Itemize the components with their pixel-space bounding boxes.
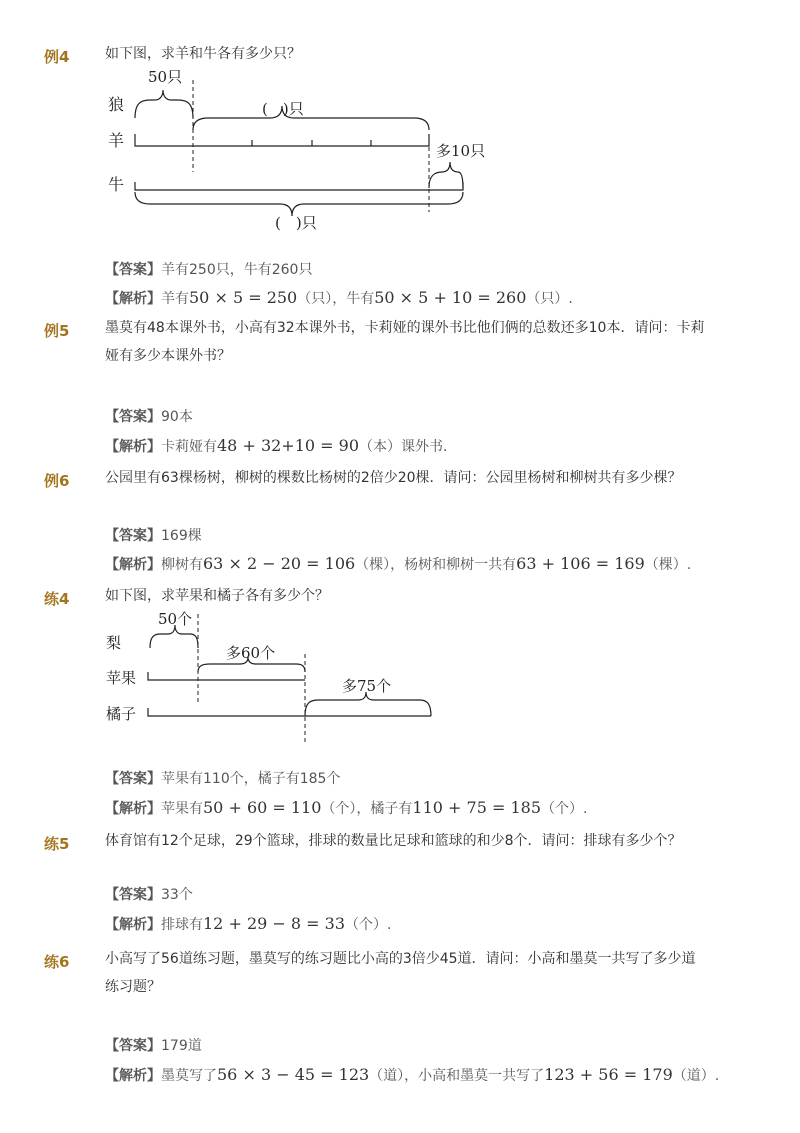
analysis-tag: 【解析】: [105, 801, 161, 817]
math-expression: 50 + 60 = 110: [203, 798, 322, 817]
answer-text: 羊有250只，牛有260只: [161, 262, 313, 278]
math-expression: 56 × 3 − 45 = 123: [217, 1065, 370, 1084]
answer-text: 179道: [161, 1038, 202, 1054]
analysis-tag: 【解析】: [105, 557, 161, 573]
question-text: 如下图，求苹果和橘子各有多少个？: [105, 588, 329, 604]
answer-tag: 【答案】: [105, 887, 161, 903]
row-label-wolf: 狼: [108, 95, 125, 114]
analysis-text: （道），小高和墨莫一共写了: [369, 1068, 545, 1084]
answer-text: 90本: [161, 409, 193, 425]
analysis-tag: 【解析】: [105, 439, 161, 455]
orange-extra-brace: [305, 692, 431, 716]
analysis-tag: 【解析】: [105, 291, 161, 307]
answer-tag: 【答案】: [105, 771, 161, 787]
answer-line: [105, 884, 193, 904]
analysis-text: （只），牛有: [297, 291, 375, 307]
question-text: 小高写了56道练习题，墨莫写的练习题比小高的3倍少45道．请问：小高和墨莫一共写了多少道练习题？: [105, 951, 696, 995]
math-expression: 12 + 29 − 8 = 33: [203, 914, 345, 933]
math-expression: 50 × 5 = 250: [189, 288, 298, 307]
math-expression: 48 + 32+10 = 90: [217, 436, 359, 455]
answer-text: 33个: [161, 887, 193, 903]
analysis-text: （个）.: [541, 801, 588, 817]
question-text: 墨莫有48本课外书，小高有32本课外书，卡莉娅的课外书比他们俩的总数还多10本．请问：卡莉娅有多少本课外书？: [105, 320, 705, 364]
answer-tag: 【答案】: [105, 528, 161, 544]
orange-extra-label: 多75个: [342, 677, 392, 695]
item-label: 练6: [44, 953, 70, 971]
answer-text: 苹果有110个，橘子有185个: [161, 771, 341, 787]
math-expression: 110 + 75 = 185: [412, 798, 542, 817]
row-label-pear: 梨: [106, 634, 122, 652]
analysis-text: （棵）.: [644, 557, 692, 573]
row-label-cow: 牛: [108, 175, 125, 194]
item-label: 练4: [44, 590, 70, 608]
answer-tag: 【答案】: [105, 1038, 161, 1054]
row-label-orange: 橘子: [106, 705, 137, 723]
question-text: 如下图，求羊和牛各有多少只？: [105, 46, 301, 62]
analysis-line: [105, 1065, 719, 1085]
analysis-text: （只）.: [526, 291, 573, 307]
analysis-text: 排球有: [161, 917, 203, 933]
orange-bar: [148, 708, 431, 716]
analysis-text: 苹果有: [161, 801, 203, 817]
apple-bar: [148, 672, 305, 680]
wolf-count-label: 50只: [148, 68, 183, 86]
row-label-apple: 苹果: [106, 669, 137, 687]
pear-count-label: 50个: [158, 610, 193, 628]
math-expression: 50 × 5 + 10 = 260: [374, 288, 527, 307]
analysis-text: 柳树有: [161, 557, 203, 573]
extra-count-label: 多10只: [436, 142, 486, 160]
analysis-text: （个），橘子有: [321, 801, 413, 817]
item-label: 练5: [44, 835, 70, 853]
item-label: 例4: [44, 48, 70, 66]
answer-text: 169棵: [161, 528, 202, 544]
answer-line: [105, 1035, 202, 1055]
answer-line: [105, 768, 340, 788]
analysis-line: [105, 914, 391, 934]
analysis-text: 卡莉娅有: [161, 439, 217, 455]
question-text: 体育馆有12个足球，29个篮球，排球的数量比足球和篮球的和少8个．请问：排球有多少个？: [105, 833, 682, 849]
question-text: 公园里有63棵杨树，柳树的棵数比杨树的2倍少20棵．请问：公园里杨树和柳树共有多少棵？: [105, 470, 682, 486]
math-expression: 123 + 56 = 179: [544, 1065, 673, 1084]
row-label-sheep: 羊: [108, 131, 125, 150]
analysis-text: （本）课外书．: [359, 439, 457, 455]
answer-tag: 【答案】: [105, 262, 161, 278]
sheep-count-label: ( )只: [262, 100, 304, 118]
item-label: 例6: [44, 472, 70, 490]
analysis-text: 羊有: [161, 291, 189, 307]
analysis-tag: 【解析】: [105, 1068, 161, 1084]
apple-extra-label: 多60个: [226, 644, 276, 662]
math-expression: 63 × 2 − 20 = 106: [203, 554, 356, 573]
answer-tag: 【答案】: [105, 409, 161, 425]
analysis-line: [105, 798, 587, 818]
cow-count-label: ( )只: [275, 214, 317, 232]
analysis-text: 墨莫写了: [161, 1068, 217, 1084]
analysis-text: （个）.: [345, 917, 392, 933]
analysis-tag: 【解析】: [105, 917, 161, 933]
pear-brace: [150, 625, 198, 648]
item-label: 例5: [44, 322, 70, 340]
analysis-text: （棵），杨树和柳树一共有: [355, 557, 517, 573]
math-expression: 63 + 106 = 169: [516, 554, 645, 573]
analysis-text: （道）.: [672, 1068, 720, 1084]
